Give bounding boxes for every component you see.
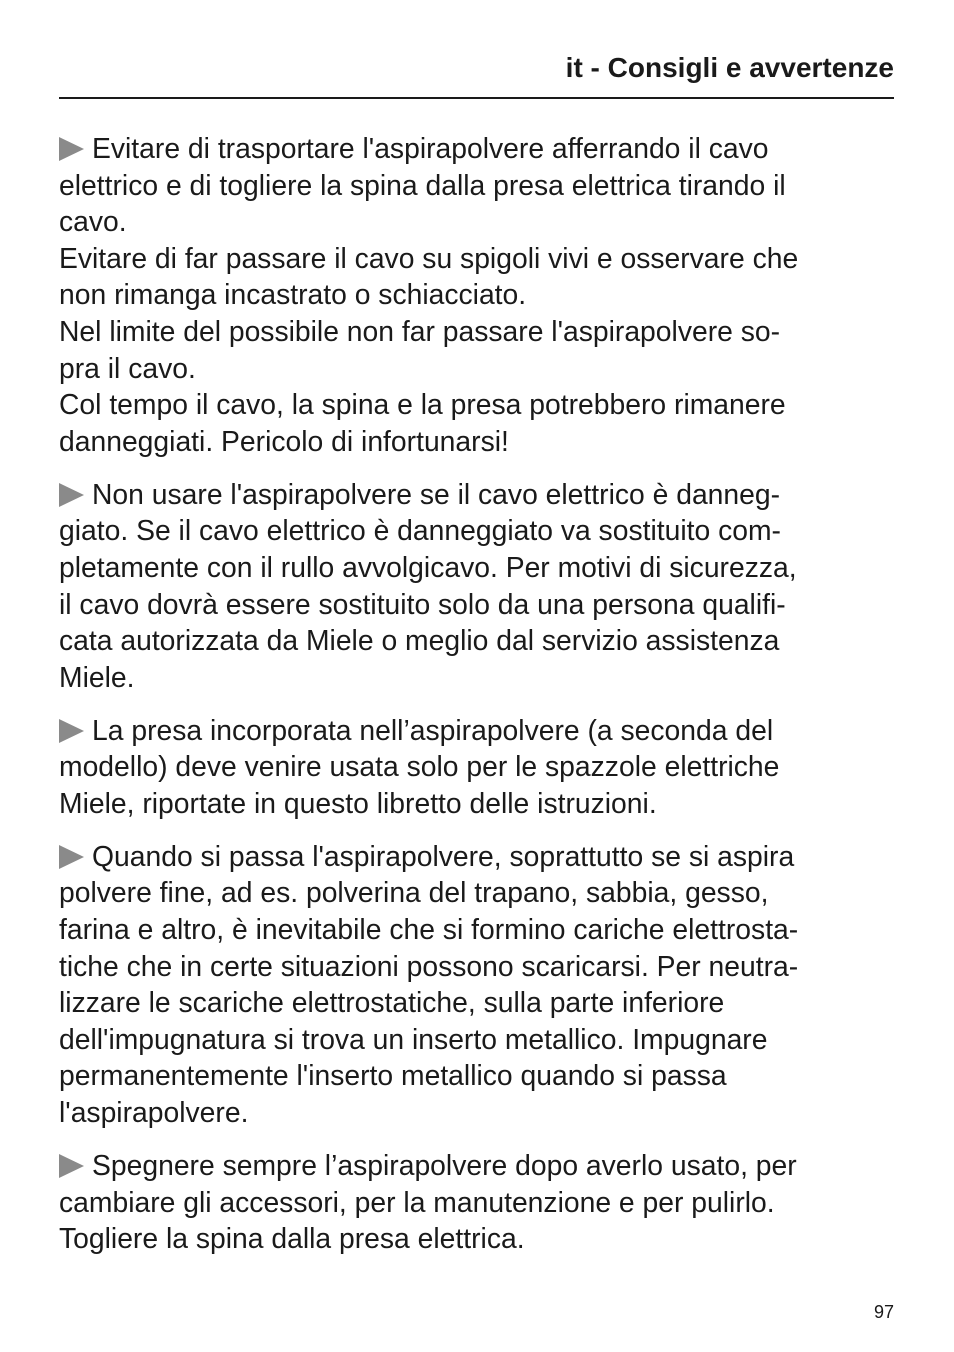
text-line (59, 313, 895, 350)
warning-paragraph (59, 130, 895, 459)
line-text: La presa incorporata nell’aspirapolvere (a seconda del (92, 713, 774, 746)
line-text: cambiare gli accessori, per la manutenzione e per pulirlo. (59, 1185, 775, 1218)
text-line (59, 350, 895, 387)
text-line (59, 785, 895, 822)
line-text: dell'impugnatura si trova un inserto metallico. Impugnare (59, 1022, 768, 1055)
text-line (59, 911, 895, 948)
text-line (59, 622, 895, 659)
text-line (59, 167, 895, 204)
triangle-right-icon (59, 483, 84, 507)
warning-paragraph (59, 1147, 895, 1257)
line-text: lizzare le scariche elettrostatiche, sulla parte inferiore (59, 986, 725, 1019)
text-line (59, 549, 895, 586)
line-text: Quando si passa l'aspirapolvere, soprattutto se si aspira (92, 839, 795, 872)
line-text: polvere fine, ad es. polverina del trapano, sabbia, gesso, (59, 876, 769, 909)
triangle-right-icon (59, 719, 84, 743)
text-line (59, 512, 895, 549)
warning-paragraph (59, 476, 895, 696)
text-line (59, 874, 895, 911)
text-line (59, 1147, 895, 1184)
line-text: Togliere la spina dalla presa elettrica. (59, 1222, 525, 1255)
section-title: it - Consigli e avvertenze (565, 52, 894, 83)
text-line (59, 659, 895, 696)
text-line (59, 586, 895, 623)
warning-paragraph (59, 838, 895, 1131)
triangle-right-icon (59, 845, 84, 869)
line-text: tiche che in certe situazioni possono scaricarsi. Per neutra- (59, 949, 799, 982)
line-text: pra il cavo. (59, 351, 196, 384)
text-line (59, 276, 895, 313)
document-body (59, 130, 895, 1273)
line-text: Nel limite del possibile non far passare l'aspirapolvere so- (59, 314, 781, 347)
line-text: pletamente con il rullo avvolgicavo. Per motivi di sicurezza, (59, 550, 797, 583)
text-line (59, 838, 895, 875)
line-text: Evitare di trasportare l'aspirapolvere afferrando il cavo (92, 132, 769, 164)
text-line (59, 984, 895, 1021)
line-text: non rimanga incastrato o schiacciato. (59, 278, 527, 311)
line-text: permanentemente l'inserto metallico quando si passa (59, 1059, 727, 1092)
line-text: farina e altro, è inevitabile che si formino cariche elettrosta- (59, 913, 799, 946)
text-line (59, 240, 895, 277)
text-line (59, 1220, 895, 1257)
text-line (59, 1021, 895, 1058)
page-header (59, 48, 894, 99)
line-text: elettrico e di togliere la spina dalla presa elettrica tirando il (59, 168, 786, 201)
line-text: Non usare l'aspirapolvere se il cavo elettrico è danneg- (92, 477, 781, 510)
line-text: Miele. (59, 660, 135, 693)
text-line (59, 423, 895, 460)
text-line (59, 386, 895, 423)
line-text: giato. Se il cavo elettrico è danneggiato va sostituito com- (59, 514, 781, 547)
line-text: cata autorizzata da Miele o meglio dal servizio assistenza (59, 624, 780, 657)
text-line (59, 948, 895, 985)
text-line (59, 476, 895, 513)
text-line (59, 1094, 895, 1131)
text-line (59, 203, 895, 240)
triangle-right-icon (59, 137, 84, 161)
line-text: Miele, riportate in questo libretto delle istruzioni. (59, 786, 657, 819)
triangle-right-icon (59, 1154, 84, 1178)
line-text: il cavo dovrà essere sostituito solo da una persona qualifi- (59, 587, 786, 620)
warning-paragraph (59, 712, 895, 822)
text-line (59, 712, 895, 749)
text-line (59, 1184, 895, 1221)
text-line (59, 130, 895, 167)
line-text: l'aspirapolvere. (59, 1096, 249, 1129)
line-text: modello) deve venire usata solo per le spazzole elettriche (59, 750, 780, 783)
line-text: Evitare di far passare il cavo su spigoli vivi e osservare che (59, 241, 799, 274)
line-text: Spegnere sempre l’aspirapolvere dopo averlo usato, per (92, 1149, 797, 1181)
line-text: cavo. (59, 205, 127, 238)
text-line (59, 748, 895, 785)
line-text: Col tempo il cavo, la spina e la presa potrebbero rimanere (59, 388, 786, 421)
text-line (59, 1057, 895, 1094)
page-number: 97 (873, 1302, 894, 1322)
line-text: danneggiati. Pericolo di infortunarsi! (59, 424, 509, 457)
